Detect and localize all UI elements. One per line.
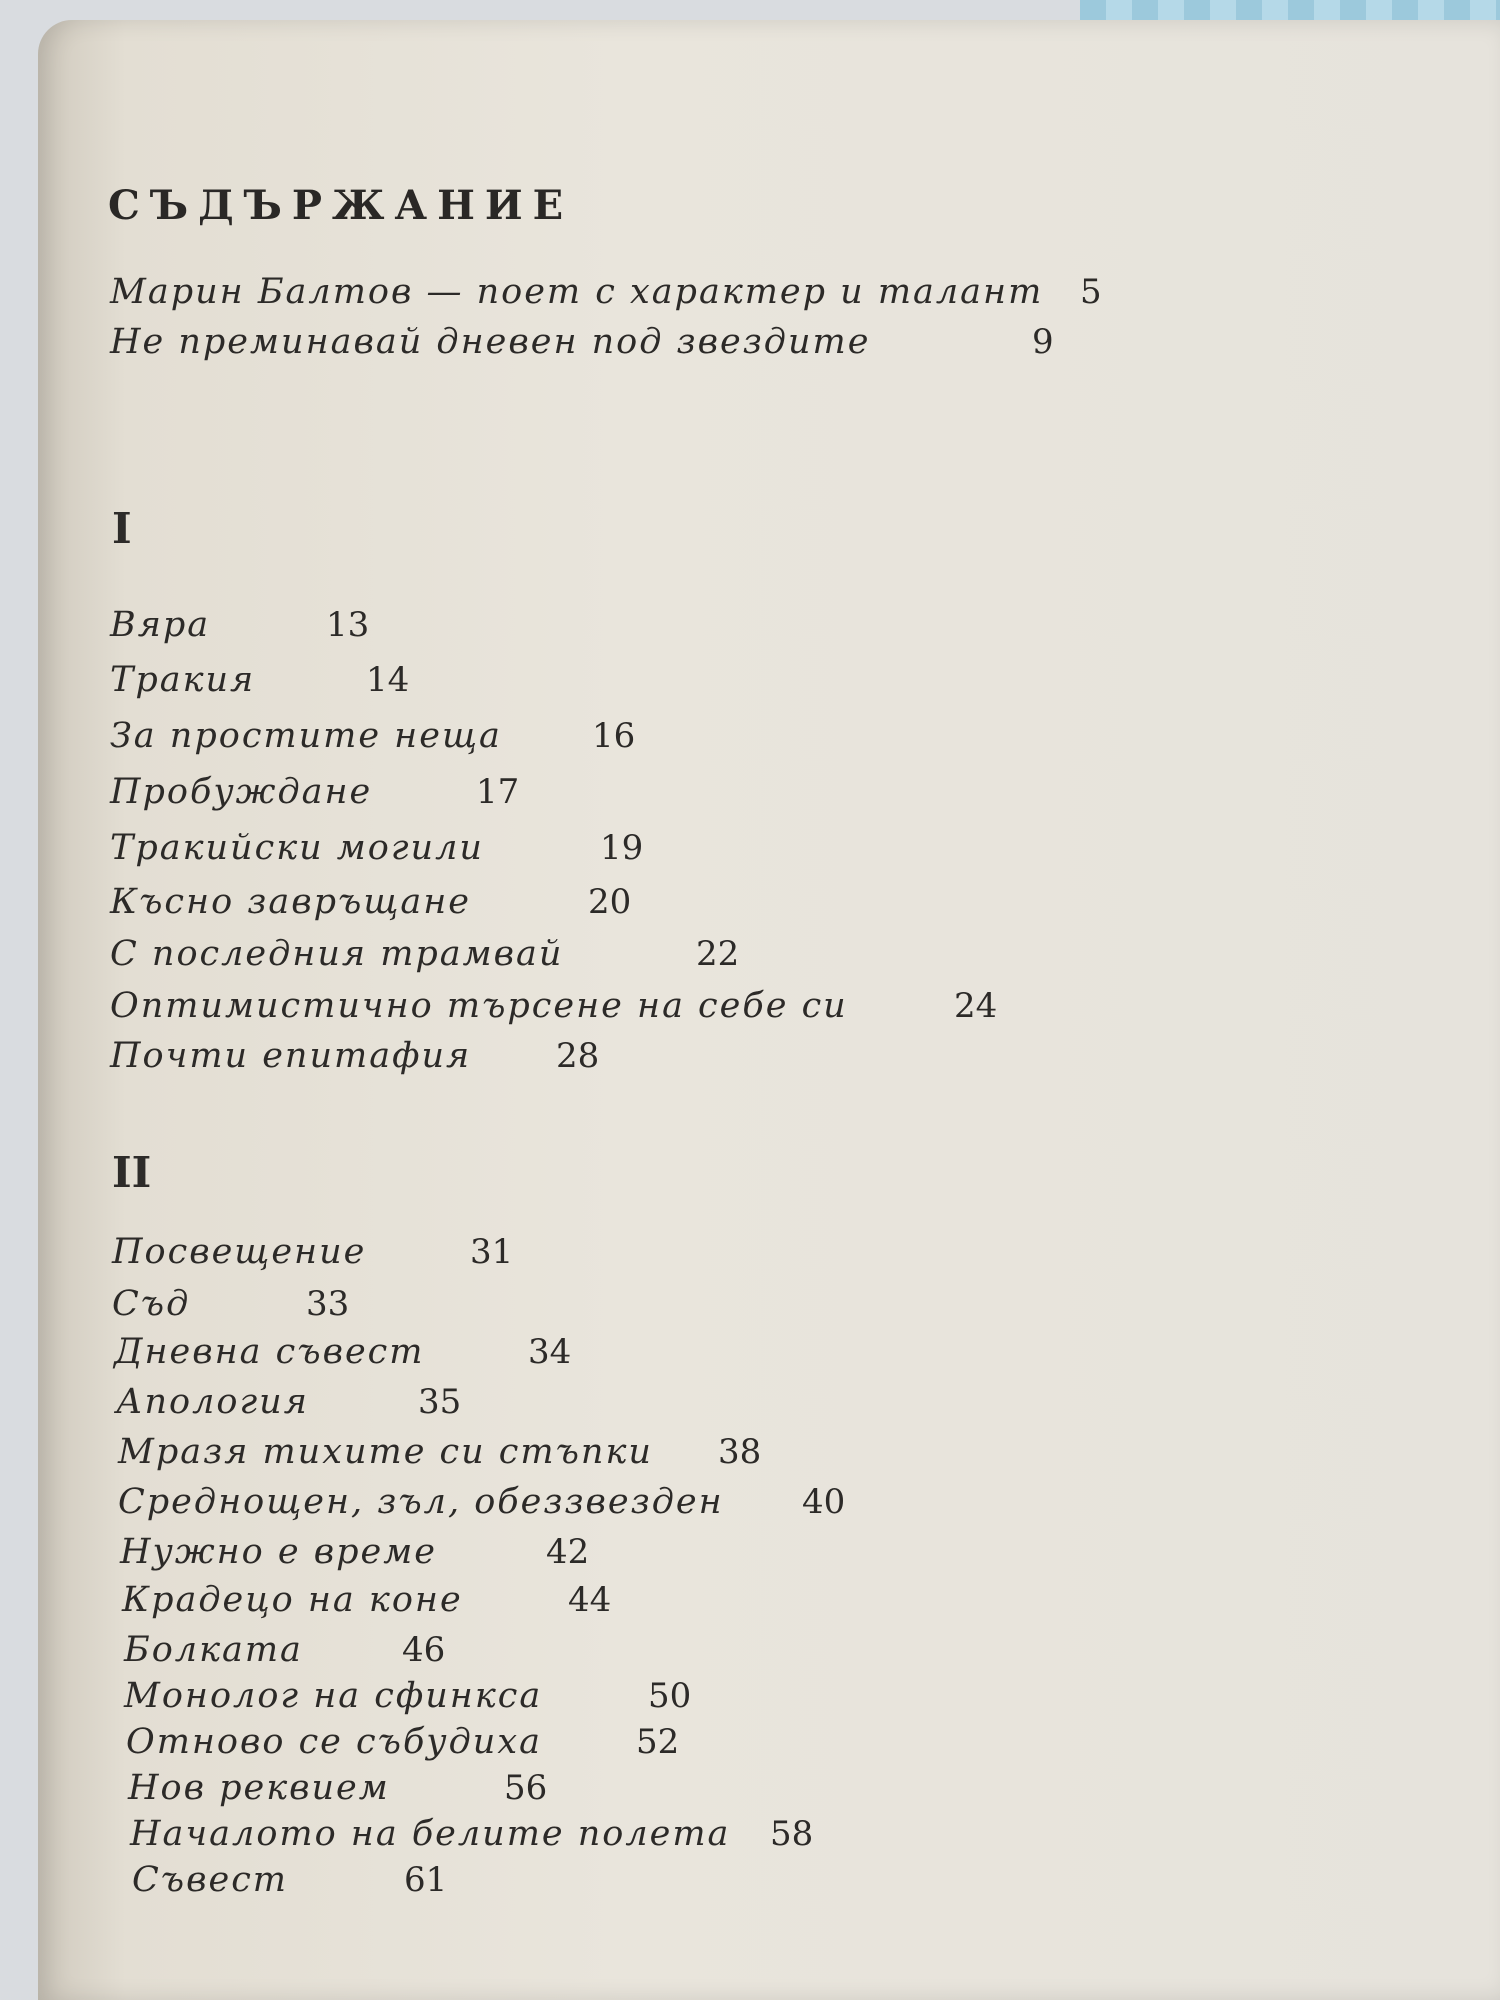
toc-entry-page: 20 <box>588 882 632 922</box>
toc-entry-page: 28 <box>556 1036 600 1076</box>
toc-entry-page: 17 <box>476 772 520 812</box>
toc-entry-title: Мразя тихите си стъпки <box>118 1432 653 1472</box>
toc-entry-page: 33 <box>306 1284 350 1324</box>
toc-entry-title: Монолог на сфинкса <box>124 1676 543 1716</box>
toc-entry-title: Съвест <box>132 1860 288 1900</box>
toc-entry-title: За простите неща <box>110 716 502 756</box>
toc-entry-page: 61 <box>404 1860 448 1900</box>
toc-entry-title: Късно завръщане <box>110 882 471 922</box>
toc-entry-title: Апология <box>116 1382 309 1422</box>
toc-entry <box>110 934 740 974</box>
toc-entry-page: 44 <box>568 1580 612 1620</box>
toc-entry <box>110 1036 600 1076</box>
toc-entry <box>112 1232 514 1272</box>
toc-entry-page: 14 <box>366 660 410 700</box>
toc-entry <box>120 1532 590 1572</box>
toc-entry <box>110 772 520 812</box>
toc-entry-page: 13 <box>326 605 370 645</box>
section-label: I <box>112 504 132 553</box>
toc-entry-page: 46 <box>402 1630 446 1670</box>
toc-entry-page: 34 <box>528 1332 572 1372</box>
toc-entry-title: Не преминавай дневен под звездите <box>110 322 871 362</box>
toc-entry <box>110 322 1054 362</box>
toc-entry <box>118 1482 846 1522</box>
toc-entry-title: Съд <box>112 1284 191 1324</box>
toc-entry-title: Вяра <box>110 605 211 645</box>
toc-entry <box>110 716 636 756</box>
toc-entry <box>122 1580 612 1620</box>
toc-entry <box>110 828 644 868</box>
toc-entry-page: 52 <box>636 1722 680 1762</box>
toc-entry-page: 31 <box>470 1232 514 1272</box>
toc-entry-page: 24 <box>954 986 998 1026</box>
toc-entry <box>114 1332 572 1372</box>
toc-entry-page: 19 <box>600 828 644 868</box>
toc-entry-title: Тракия <box>110 660 256 700</box>
toc-entry-title: Нужно е време <box>120 1532 437 1572</box>
toc-entry <box>132 1860 448 1900</box>
toc-entry-title: Среднощен, зъл, обеззвезден <box>118 1482 724 1522</box>
toc-entry <box>124 1630 446 1670</box>
toc-entry <box>126 1722 680 1762</box>
toc-entry <box>110 272 1102 312</box>
toc-entry <box>116 1382 462 1422</box>
toc-entry-title: Марин Балтов — поет с характер и талант <box>110 272 1044 312</box>
toc-entry-title: Оптимистично търсене на себе си <box>110 986 848 1026</box>
section-label: II <box>112 1148 152 1197</box>
toc-entry-title: Почти епитафия <box>110 1036 472 1076</box>
toc-entry-title: Тракийски могили <box>110 828 484 868</box>
toc-entry-title: Пробуждане <box>110 772 373 812</box>
toc-entry <box>110 882 632 922</box>
toc-entry <box>110 605 370 645</box>
toc-entry <box>110 986 998 1026</box>
toc-entry <box>128 1768 548 1808</box>
toc-entry <box>124 1676 692 1716</box>
toc-entry <box>110 660 410 700</box>
toc-entry-page: 35 <box>418 1382 462 1422</box>
toc-entry-page: 58 <box>770 1814 814 1854</box>
toc-entry-title: С последния трамвай <box>110 934 564 974</box>
toc-entry-page: 42 <box>546 1532 590 1572</box>
page-title: СЪДЪРЖАНИЕ <box>108 182 574 229</box>
toc-entry-title: Отново се събудиха <box>126 1722 542 1762</box>
toc-entry-page: 5 <box>1080 272 1102 312</box>
toc-entry-page: 56 <box>504 1768 548 1808</box>
toc-entry-page: 38 <box>718 1432 762 1472</box>
toc-entry <box>130 1814 814 1854</box>
toc-entry-title: Нов реквием <box>128 1768 390 1808</box>
toc-entry-title: Крадецо на коне <box>122 1580 463 1620</box>
toc-entry-title: Посвещение <box>112 1232 367 1272</box>
toc-entry <box>112 1284 350 1324</box>
toc-entry-title: Болката <box>124 1630 303 1670</box>
toc-entry-page: 16 <box>592 716 636 756</box>
toc-entry-page: 22 <box>696 934 740 974</box>
book-page <box>38 20 1500 2000</box>
toc-entry-page: 50 <box>648 1676 692 1716</box>
toc-entry-title: Дневна съвест <box>114 1332 425 1372</box>
toc-entry-page: 9 <box>1032 322 1054 362</box>
toc-entry <box>118 1432 762 1472</box>
toc-entry-page: 40 <box>802 1482 846 1522</box>
toc-entry-title: Началото на белите полета <box>130 1814 731 1854</box>
